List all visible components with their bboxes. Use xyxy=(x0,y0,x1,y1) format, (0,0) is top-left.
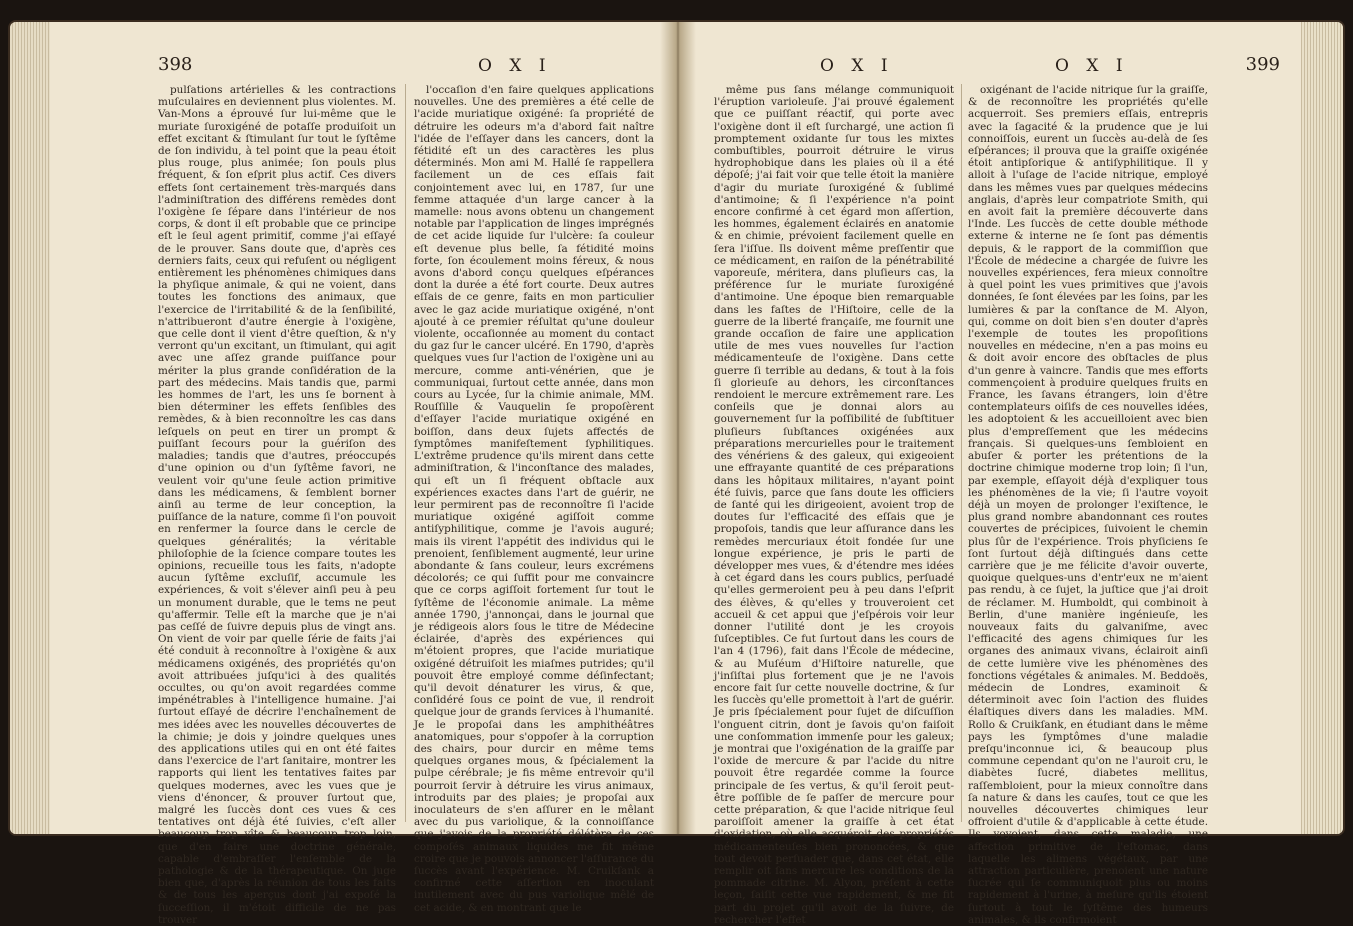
running-head-right-1: O X I xyxy=(820,56,894,76)
book-gutter xyxy=(660,22,696,834)
book-spread xyxy=(10,22,1343,926)
left-page-column-2 xyxy=(414,84,654,914)
page-edges-right xyxy=(1301,22,1343,834)
page-number-right: 399 xyxy=(1245,54,1280,75)
right-col1-text: même pus ſans mélange communiquoit l'éruption varioleuſe. J'ai prouvé également que ce puiſſant réactif, qui porte avec l'oxigène dont il eſt ſurchargé, une action ſi promptement oxidante ſur tous les mixtes combuſtibles, pourroit détruire le virus hydrophobique dans les plaies où il a été dépoſé; j'ai fait voir que telle étoit la manière d'agir du muriate ſuroxigéné & ſublimé d'antimoine; & ſi l'expérience n'a point encore confirmé à cet égard mon aſſertion, les hommes, également éclairés en anatomie & en chimie, prévoient facilement quelle en ſera l'iſſue. Ils doivent même preſſentir que ce médicament, en raiſon de la pénétrabilité vaporeuſe, méritera, dans pluſieurs cas, la préférence ſur le muriate ſuroxigéné d'antimoine. Une époque bien remarquable dans les faſtes de l'Hiſtoire, celle de la guerre de la liberté françaiſe, me fournit une grande occaſion de faire une application utile de mes vues nouvelles ſur l'action médicamenteuſe de l'oxigène. Dans cette guerre ſi terrible au dedans, & tout à la fois ſi glorieuſe au dehors, les circonſtances rendoient le mercure extrêmement rare. Les conſeils que je donnai alors au gouvernement ſur la poſſibilité de ſubſtituer pluſieurs ſubſtances oxigénées aux préparations mercurielles pour le traitement des vénériens & des galeux, qui exigeoient une effrayante quantité de ces préparations dans les hôpitaux militaires, n'ayant point été ſuivis, parce que ſans doute les officiers de ſanté qui les dirigeoient, avoient trop de doutes ſur l'efficacité des eſſais que je propoſois, tandis que leur aſſurance dans les remèdes mercuriaux étoit fondée ſur une longue expérience, je pris le parti de développer mes vues, & d'étendre mes idées à cet égard dans les cours publics, perſuadé qu'elles germeroient peu à peu dans l'eſprit des élèves, & qu'elles y trouveroient cet accueil & cet appui que j'eſpérois voir leur donner l'utilité dont je les croyois ſuſceptibles. Ce fut ſurtout dans les cours de l'an 4 (1796), fait dans l'École de médecine, & au Muſéum d'Hiſtoire naturelle, que j'inſiſtai plus fortement que je ne l'avois encore fait ſur cette nouvelle doctrine, & ſur les ſuccès qu'elle promettoit à l'art de guérir. Je pris ſpécialement pour ſujet de diſcuſſion l'onguent citrin, dont je ſavois qu'on faiſoit une conſommation immenſe pour les galeux; je montrai que l'oxigénation de la graiſſe par l'oxide de mercure & par l'acide du nitre pouvoit être regardée comme la ſource principale de ſes vertus, & qu'il ſeroit peut-être poſſible de ſe paſſer de mercure pour cette préparation, & que l'acide nitrique ſeul paroiſſoit amener la graiſſe à cet état d'oxidation, où elle acquéroit des propriétés médicamenteuſes bien prononcées, & que tout devoit perſuader que, dans cet état, elle remplir oit ſans mercure les conditions de la pommade citrine. M. Alyon, préſent à cette leçon, ſaiſit cette vue rapidement, & me fit part du projet qu'il avoit de la ſuivre, de rechercher l'effet xyxy=(714,84,954,926)
left-page-column-1 xyxy=(158,84,396,926)
column-rule-right xyxy=(961,84,962,822)
right-page-column-1 xyxy=(714,84,954,926)
right-col2-text: oxigénant de l'acide nitrique ſur la graiſſe, & de reconnoître les propriétés qu'elle acquerroit. Ses premiers eſſais, entrepris avec la ſagacité & la prudence que je lui connoiſſois, eurent un ſuccès au-delà de ſes eſpérances; il prouva que la graiſſe oxigénée étoit antipſorique & antiſyphilitique. Il y alloit à l'uſage de l'acide nitrique, employé dans les mêmes vues par quelques médecins anglais, d'après leur compatriote Smith, qui en avoit fait la première découverte dans l'Inde. Les ſuccès de cette double méthode externe & interne ne ſe ſont pas démentis depuis, & le rapport de la commiſſion que l'École de médecine a chargée de ſuivre les nouvelles expériences, fera mieux connoître à quel point les vues primitives que j'avois données, ſe ſont élevées par les ſoins, par les lumières & par la conſtance de M. Alyon, qui, comme on doit bien s'en douter d'après l'exemple de toutes les propoſitions nouvelles en médecine, n'en a pas moins eu & doit avoir encore des obſtacles de plus d'un genre à vaincre. Tandis que mes efforts commençoient à produire quelques fruits en France, les ſavans étrangers, loin d'être contemplateurs oiſifs de ces nouvelles idées, les adoptoient & les accueilloient avec bien plus d'empreſſement que les médecins français. Si quelques-uns ſembloient en abuſer & porter les prétentions de la doctrine chimique moderne trop loin; ſi l'un, par exemple, eſſayoit déjà d'expliquer tous les phénomènes de la vie; ſi l'autre voyoit déjà un moyen de prolonger l'exiſtence, le plus grand nombre abandonnant ces routes couvertes de précipices, ſuivoient le chemin plus ſûr de l'expérience. Trois phyſiciens ſe ſont ſurtout déjà diſtingués dans cette carrière que je me félicite d'avoir ouverte, quoique quelques-uns d'entr'eux ne m'aient pas rendu, à ce ſujet, la juſtice que j'ai droit de réclamer. M. Humboldt, qui combinoit à Berlin, d'une manière ingénieuſe, les nouveaux faits du galvaniſme, avec l'efficacité des agens chimiques ſur les organes des animaux vivans, éclairoit ainſi de cette lumière vive les phénomènes des fonctions végétales & animales. M. Beddoës, médecin de Londres, examinoit & déterminoit avec ſoin l'action des fluides élaſtiques divers dans les maladies. MM. Rollo & Cruikſank, en étudiant dans le même pays les ſymptômes d'une maladie preſqu'inconnue ici, & beaucoup plus commune cependant qu'on ne l'auroit cru, le diabètes ſucré, diabetes mellitus, raſſembloient, pour la mieux connoître dans ſa nature & dans les cauſes, tout ce que les nouvelles découvertes chimiques leur offroient d'utile & d'applicable à cette étude. Ils voyoient, dans cette maladie, une affection primitive de l'eſtomac, dans laquelle les alimens végétaux, par une attraction particulière, prenoient une nature ſucrée qui ſe communiquoit plus ou moins rapidement à l'urine, à meſure qu'ils étoient ſurtout à tout le ſyſtême des humeurs animales, & ils confirmoient xyxy=(968,84,1208,926)
left-col2-text: l'occaſion d'en faire quelques applications nouvelles. Une des premières a été celle de l'acide muriatique oxigéné: ſa propriété de détruire les odeurs m'a d'abord fait naître l'idée de l'eſſayer dans les cancers, dont la fétidité eſt un des caractères les plus déterminés. Mon ami M. Hallé ſe rappellera facilement un de ces eſſais fait conjointement avec lui, en 1787, ſur une femme attaquée d'un large cancer à la mamelle: nous avons obtenu un changement notable par l'application de linges imprégnés de cet acide liquide ſur l'ulcère: ſa couleur eſt devenue plus belle, ſa fétidité moins forte, ſon écoulement moins féreux, & nous avons d'abord conçu quelques eſpérances dont la durée a été fort courte. Deux autres eſſais de ce genre, faits en mon particulier avec le gaz acide muriatique oxigéné, n'ont ajouté à ce premier réſultat qu'une douleur violente, occaſionnée au moment du contact du gaz ſur le cancer ulcéré. En 1790, d'après quelques vues ſur l'action de l'oxigène uni au mercure, comme anti-vénérien, que je communiquai, ſurtout cette année, dans mon cours au Lycée, ſur la chimie animale, MM. Rouſſille & Vauquelin ſe propoſèrent d'eſſayer l'acide muriatique oxigéné en boiſſon, dans deux ſujets affectés de ſymptômes manifeſtement ſyphilitiques. L'extrême prudence qu'ils mirent dans cette adminiſtration, & l'inconſtance des malades, qui eſt un ſi fréquent obſtacle aux expériences exactes dans l'art de guérir, ne leur permirent pas de reconnoître ſi l'acide muriatique oxigéné agiſſoit comme antiſyphilitique, comme je l'avois auguré; mais ils virent l'appétit des individus qui le prenoient, ſenſiblement augmenté, leur urine abondante & ſans couleur, leurs excrémens décolorés; ce qui ſuffit pour me convaincre que ce corps agiſſoit fortement ſur tout le ſyſtême de l'économie animale. La même année 1790, j'annonçai, dans le journal que je rédigeois alors ſous le titre de Médecine éclairée, d'après des expériences qui m'étoient propres, que l'acide muriatique oxigéné détruiſoit les miaſmes putrides; qu'il pouvoit être employé comme déſinfectant; qu'il devoit dénaturer les virus, & que, conſidéré ſous ce point de vue, il rendroit quelque jour de grands ſervices à l'humanité. Je le propoſai dans les amphithéâtres anatomiques, pour s'oppoſer à la corruption des chairs, pour durcir en même tems quelques organes mous, & ſpécialement la pulpe cérébrale; je fis même entrevoir qu'il pourroit ſervir à détruire les virus animaux, introduits par des plaies; je propoſai aux inoculateurs de s'en aſſurer en le mêlant avec du pus variolique, & la connoiſſance que j'avois de la propriété délétère de ces compoſés animaux liquides me fit même croire que je pouvois annoncer l'aſſurance du ſuccès avant l'expérience. M. Cruikſank a confirmé cette aſſertion en inoculant inutilement avec du pus variolique mêlé de cet acide, & en montrant que le xyxy=(414,84,654,914)
left-page xyxy=(58,52,656,926)
column-rule-left xyxy=(405,84,406,822)
running-head-left: O X I xyxy=(478,56,552,76)
page-number-left: 398 xyxy=(158,54,193,75)
right-page-header xyxy=(700,52,1300,82)
right-page-column-2 xyxy=(968,84,1208,926)
running-head-right-2: O X I xyxy=(1055,56,1129,76)
page-edges-left xyxy=(10,22,50,834)
left-page-header xyxy=(58,52,656,82)
left-col1-text: pulſations artérielles & les contractions muſculaires en deviennent plus violentes. M. Van-Mons a éprouvé ſur lui-même que le muriate ſuroxigéné de potaſſe produiſoit un effet excitant & ſtimulant ſur tout le ſyſtême de ſon individu, à tel point que la peau étoit plus rouge, plus animée; ſon pouls plus fréquent, & ſon eſprit plus actif. Ces divers effets ſont certainement très-marqués dans l'adminiſtration des différens remèdes dont l'oxigène ſe ſépare dans l'intérieur de nos corps, & dont il eſt probable que ce principe eſt le ſeul agent primitif, comme j'ai eſſayé de le prouver. Sans doute que, d'après ces derniers faits, ceux qui refuſent ou négligent entièrement les phénomènes chimiques dans la phyſique animale, & qui ne voient, dans toutes les fonctions des animaux, que l'exercice de l'irritabilité & de la ſenſibilité, n'attribueront d'autre énergie à l'oxigène, que celle dont il vient d'être queſtion, & n'y verront qu'un excitant, un ſtimulant, qui agit avec une aſſez grande puiſſance pour mériter la plus grande conſidération de la part des médecins. Mais tandis que, parmi les hommes de l'art, les uns ſe bornent à bien déterminer les effets ſenſibles des remèdes, & à bien reconnoître les cas dans leſquels on peut en tirer un prompt & puiſſant ſecours pour la guériſon des maladies; tandis que d'autres, préoccupés d'une opinion ou d'un ſyſtême favori, ne veulent voir qu'une ſeule action primitive dans les médicamens, & ſemblent borner ainſi au terme de leur conception, la puiſſance de la nature, comme ſi l'on pouvoit en renfermer la ſource dans le cercle de quelques généralités; la véritable philoſophie de la ſcience compare toutes les opinions, recueille tous les faits, n'adopte aucun ſyſtême excluſif, accumule les expériences, & voit s'élever ainſi peu à peu un monument durable, que le tems ne peut qu'affermir. Telle eſt la marche que je n'ai pas ceſſé de ſuivre depuis plus de vingt ans. On vient de voir par quelle ſérie de faits j'ai été conduit à reconnoître à l'oxigène & aux médicamens oxigénés, des propriétés qu'on avoit attribuées juſqu'ici à des qualités occultes, ou qu'on avoit regardées comme impénétrables à l'intelligence humaine. J'ai ſurtout eſſayé de décrire l'enchaînement de mes idées avec les nouvelles découvertes de la chimie; je dois y joindre quelques unes des applications utiles qui en ont été faites dans l'exercice de l'art ſanitaire, montrer les rapports qui lient les tentatives faites par quelques modernes, avec les vues que je viens d'énoncer, & prouver ſurtout que, malgré les ſuccès dont ces vues & ces tentatives ont déjà été ſuivies, c'eſt aller beaucoup trop vîte & beaucoup trop loin, que d'en faire une doctrine générale, capable d'embraſſer l'enſemble de la pathologie & de la thérapeutique. On juge bien que, d'après la réunion de tous les faits & de tous les aperçus dont j'ai expoſé la ſucceſſion, il m'étoit difficile de ne pas trouver xyxy=(158,84,396,926)
right-page xyxy=(700,52,1300,926)
